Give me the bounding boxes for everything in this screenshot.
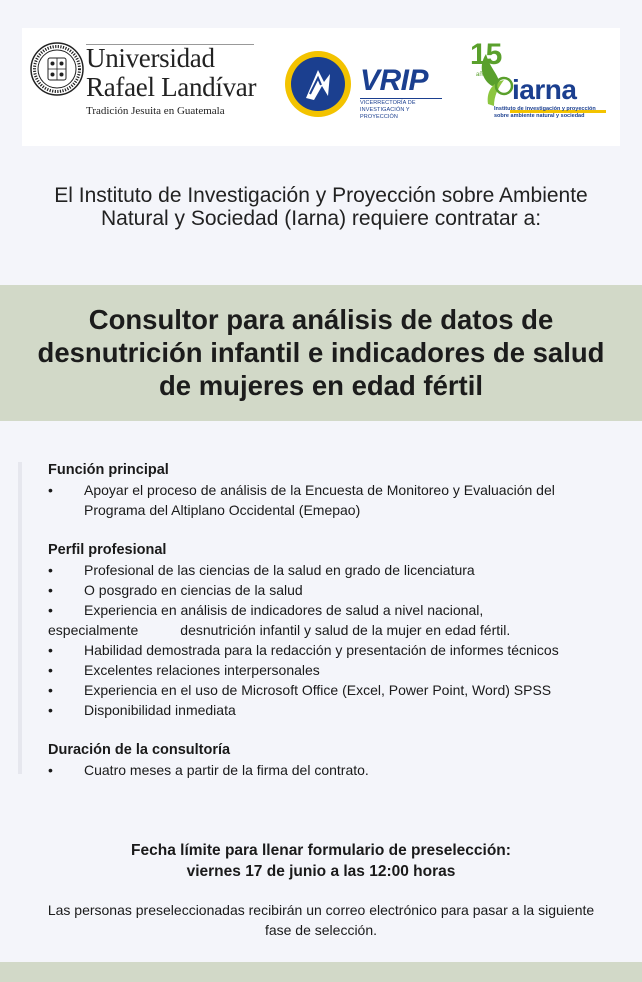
url-wordmark bbox=[86, 44, 256, 118]
bullet-icon: • bbox=[48, 642, 53, 658]
section-perfil bbox=[48, 540, 618, 720]
deadline bbox=[20, 840, 622, 882]
section-title: Perfil profesional bbox=[48, 542, 167, 558]
list-item-text: Habilidad demostrada para la redacción y presentación de informes técnicos bbox=[84, 642, 559, 658]
url-tagline: Tradición Jesuita en Guatemala bbox=[86, 105, 225, 117]
list-item-text: Experiencia en el uso de Microsoft Office (Excel, Power Point, Word) SPSS bbox=[84, 682, 552, 698]
iarna-anniversary-number: 15 bbox=[470, 38, 502, 71]
bullet-icon: • bbox=[48, 762, 53, 778]
list-item bbox=[48, 600, 618, 620]
section-title: Duración de la consultoría bbox=[48, 742, 231, 758]
continuation-part-b: desnutrición infantil y salud de la mujer en edad fértil. bbox=[180, 622, 511, 638]
bottom-band bbox=[0, 962, 642, 982]
list-item-text: Apoyar el proceso de análisis de la Encuesta de Monitoreo y Evaluación del Programa del Altiplano Occidental (Emepao) bbox=[84, 482, 555, 518]
list-item bbox=[48, 480, 618, 520]
list-item bbox=[48, 560, 618, 580]
url-name-line1: Universidad bbox=[86, 43, 215, 73]
list-item bbox=[48, 640, 618, 660]
vrip-emblem-logo bbox=[284, 50, 352, 118]
section-duracion bbox=[48, 740, 618, 780]
intro-text: El Instituto de Investigación y Proyección sobre Ambiente Natural y Sociedad (Iarna) requiere contratar a: bbox=[54, 184, 588, 230]
selection-note: Las personas preseleccionadas recibirán un correo electrónico para pasar a la siguiente fase de selección. bbox=[47, 902, 595, 938]
list-item bbox=[48, 760, 618, 780]
bullet-icon: • bbox=[48, 482, 53, 498]
bullet-icon: • bbox=[48, 662, 53, 678]
bullet-icon: • bbox=[48, 582, 53, 598]
list-item-text: Experiencia en análisis de indicadores de salud a nivel nacional, bbox=[84, 602, 484, 618]
list-item-text: Disponibilidad inmediata bbox=[84, 702, 236, 718]
deadline-line1: Fecha límite para llenar formulario de preselección: bbox=[131, 842, 511, 859]
iarna-name: iarna bbox=[512, 74, 577, 105]
list-item-text: Excelentes relaciones interpersonales bbox=[84, 662, 320, 678]
iarna-anniversary-word: años bbox=[476, 72, 490, 78]
bullet-icon: • bbox=[48, 682, 53, 698]
list-item bbox=[48, 700, 618, 720]
iarna-subtitle: Instituto de investigación y proyección sobre ambiente natural y sociedad bbox=[494, 106, 596, 119]
url-seal-logo bbox=[30, 42, 84, 96]
list-item bbox=[48, 680, 618, 700]
bullet-icon: • bbox=[48, 602, 53, 618]
section-funcion bbox=[48, 460, 618, 520]
list-item-continuation bbox=[48, 620, 618, 640]
deadline-line2: viernes 17 de junio a las 12:00 horas bbox=[186, 863, 456, 880]
position-title: Consultor para análisis de datos de desnutrición infantil e indicadores de salud de mujeres en edad fértil bbox=[37, 304, 605, 401]
bullet-icon: • bbox=[48, 562, 53, 578]
bullet-icon: • bbox=[48, 702, 53, 718]
list-item bbox=[48, 660, 618, 680]
list-item-text: Profesional de las ciencias de la salud en grado de licenciatura bbox=[84, 562, 475, 578]
list-item-text: Cuatro meses a partir de la firma del contrato. bbox=[84, 762, 369, 778]
continuation-part-a: especialmente bbox=[48, 622, 139, 638]
vrip-wordmark bbox=[360, 66, 442, 121]
section-title: Función principal bbox=[48, 462, 169, 478]
url-name-line2: Rafael Landívar bbox=[86, 72, 257, 102]
list-item bbox=[48, 580, 618, 600]
body-panel-edge bbox=[18, 462, 22, 774]
vrip-name: VRIP bbox=[360, 64, 429, 97]
vrip-subtitle: VICERRECTORÍA DE INVESTIGACIÓN Y PROYECCIÓN bbox=[360, 98, 442, 121]
list-item-text: O posgrado en ciencias de la salud bbox=[84, 582, 303, 598]
